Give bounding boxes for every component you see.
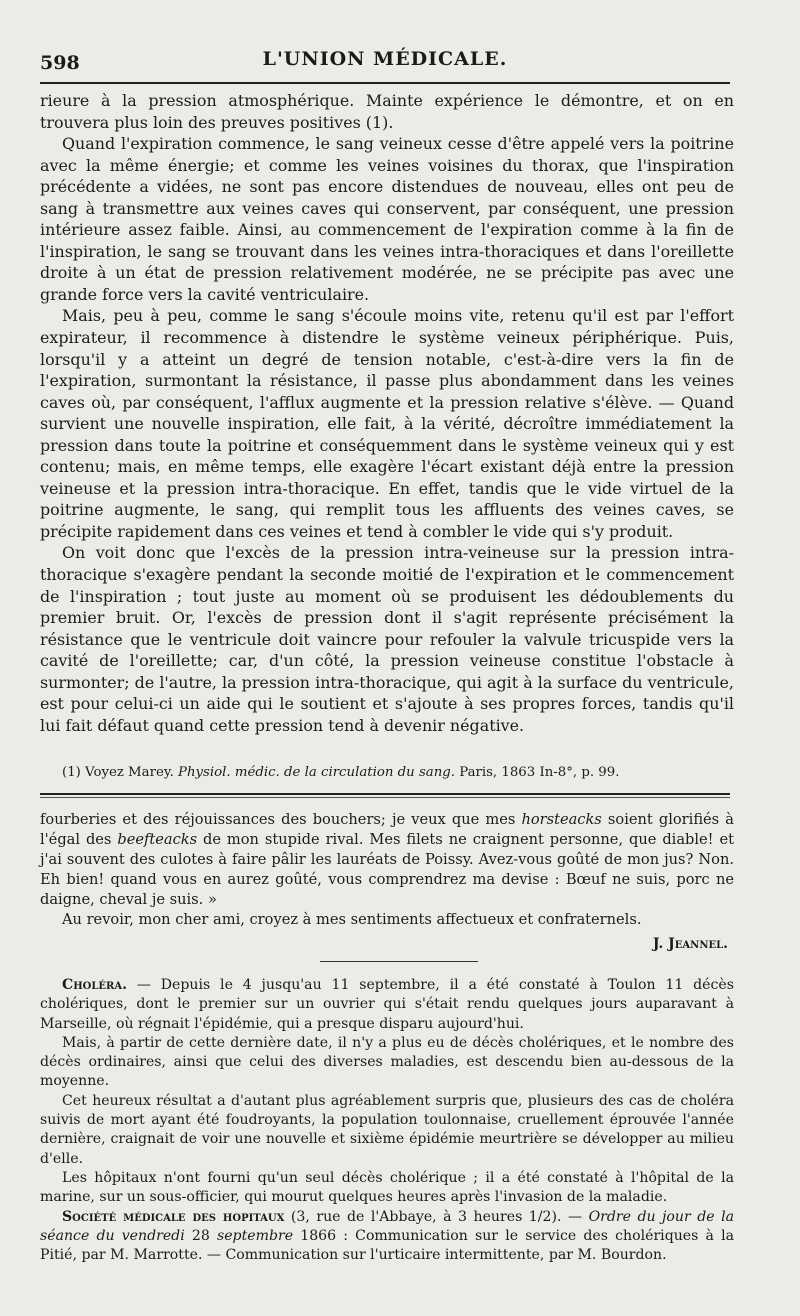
cholera-paragraph: Mais, à partir de cette dernière date, il n'y a plus eu de décès cholériques, et le nombre des décès ordinaires, ainsi que celui des diverses maladies, est descendu bien au-dessous de la moyenne. [40,1034,734,1090]
article-paragraph: On voit donc que l'excès de la pression intra-veineuse sur la pression intra-thoracique s'exagère pendant la seconde moitié de l'expiration et le commencement de l'inspiration ; tout juste au moment où se produisent les dédoublements du premier bruit. Or, l'excès de pression dont il s'agit représente précisément la résistance que le ventricule doit vaincre pour refouler la valvule tricuspide vers la cavité de l'oreillette; car, d'un côté, la pression veineuse constitue l'obstacle à surmonter; de l'autre, la pression intra-thoracique, qui agit à la surface du ventricule, est pour celui-ci un aide qui le soutient et s'ajoute à ses propres forces, tandis qu'il lui fait défaut quand cette pression tend à devenir négative. [40,543,734,735]
letter-paragraph: fourberies et des réjouissances des bouchers; je veux que mes horsteacks soient glorifiés à l'égal des beefteacks de mon stupide rival. Mes filets ne craignent personne, que diable! et j'ai souvent des culotes à faire pâlir les lauréats de Poissy. Avez-vous goûté de mon jus? Non. Eh bien! quand vous en aurez goûté, vous comprendrez ma devise : Bœuf ne suis, porc ne daigne, cheval je suis. » [40,811,734,908]
running-title: L'UNION MÉDICALE. [262,48,508,70]
footnote [40,764,734,782]
page-header [40,46,730,76]
letter-italic: beefteacks [117,831,198,848]
article-body [40,90,734,736]
letter-signature: J. Jeannel. [652,936,728,952]
separator-rule [320,961,478,962]
article-paragraph: Mais, peu à peu, comme le sang s'écoule moins vite, retenu qu'il est par l'effort expirateur, il recommence à distendre le système veineux périphérique. Puis, lorsqu'il y a atteint un degré de tension notable, c'est-à-dire vers la fin de l'expiration, surmontant la résistance, il passe plus abondamment dans les veines caves où, par conséquent, l'afflux augmente et la pression relative s'élève. — Quand survient une nouvelle inspiration, elle fait, à la vérité, décroître immédiatement la pression dans toute la poitrine et conséquemment dans le système veineux qui y est contenu; mais, en même temps, elle exagère l'écart existant déjà entre la pression veineuse et la pression intra-thoracique. En effet, tandis que le vide virtuel de la poitrine augmente, le sang, qui remplit tous les affluents des veines caves, se précipite rapidement dans ces veines et tend à combler le vide qui s'y produit. [40,306,734,541]
cholera-paragraph: Cet heureux résultat a d'autant plus agréablement surpris que, plusieurs des cas de choléra suivis de mort ayant été foudroyants, la population toulonnaise, cruellement éprouvée l'année dernière, craignait de voir une nouvelle et sixième épidémie meurtrière se développer au milieu d'elle. [40,1092,734,1167]
letter-closing: Au revoir, mon cher ami, croyez à mes sentiments affectueux et confraternels. [62,911,642,928]
section-rule-thin [40,797,730,798]
header-rule [40,82,730,84]
cholera-label: Choléra. [62,977,128,993]
cholera-paragraph: Choléra. — Depuis le 4 jusqu'au 11 septembre, il a été constaté à Toulon 11 décès cholériques, dont le premier sur un ouvrier qui s'était rendu quelques jours auparavant à Marseille, où régnait l'épidémie, qui a presque disparu aujourd'hui. [40,977,734,1032]
footnote-title: Physiol. médic. de la circulation du sang. [178,765,455,780]
letter-italic: horsteacks [521,811,602,828]
news-section [40,976,734,1265]
article-paragraph: Quand l'expiration commence, le sang veineux cesse d'être appelé vers la poitrine avec la même énergie; et comme les veines voisines du thorax, que l'inspiration précédente a vidées, ne sont pas encore distendues de nouveau, elles ont peu de sang à transmettre aux veines caves qui conservent, par conséquent, une pression intérieure assez faible. Ainsi, au commencement de l'expiration comme à la fin de l'inspiration, le sang se trouvant dans les veines intra-thoraciques et dans l'oreillette droite à un état de pression relativement modérée, ne se précipite pas avec une grande force vers la cavité ventriculaire. [40,134,734,304]
letter-section [40,810,734,952]
societe-label: Société médicale des hopitaux [62,1208,285,1225]
societe-paragraph: Société médicale des hopitaux (3, rue de l'Abbaye, à 3 heures 1/2). — Ordre du jour de la séance du vendredi 28 septembre 1866 : Communication sur le service des cholériques à la Pitié, par M. Marrotte. — Communication sur l'urticaire intermittente, par M. Bourdon. [40,1208,734,1264]
cholera-paragraph: Les hôpitaux n'ont fourni qu'un seul décès cholérique ; il a été constaté à l'hôpital de la marine, sur un sous-officier, qui mourut quelques heures après l'invasion de la maladie. [40,1169,734,1206]
page-number: 598 [40,52,80,74]
footnote-prefix: (1) Voyez Marey. [62,765,179,780]
footnote-suffix: Paris, 1863 In-8°, p. 99. [455,765,620,780]
article-paragraph: rieure à la pression atmosphérique. Mainte expérience le démontre, et on en trouvera plus loin des preuves positives (1). [40,91,734,132]
section-rule [40,793,730,795]
